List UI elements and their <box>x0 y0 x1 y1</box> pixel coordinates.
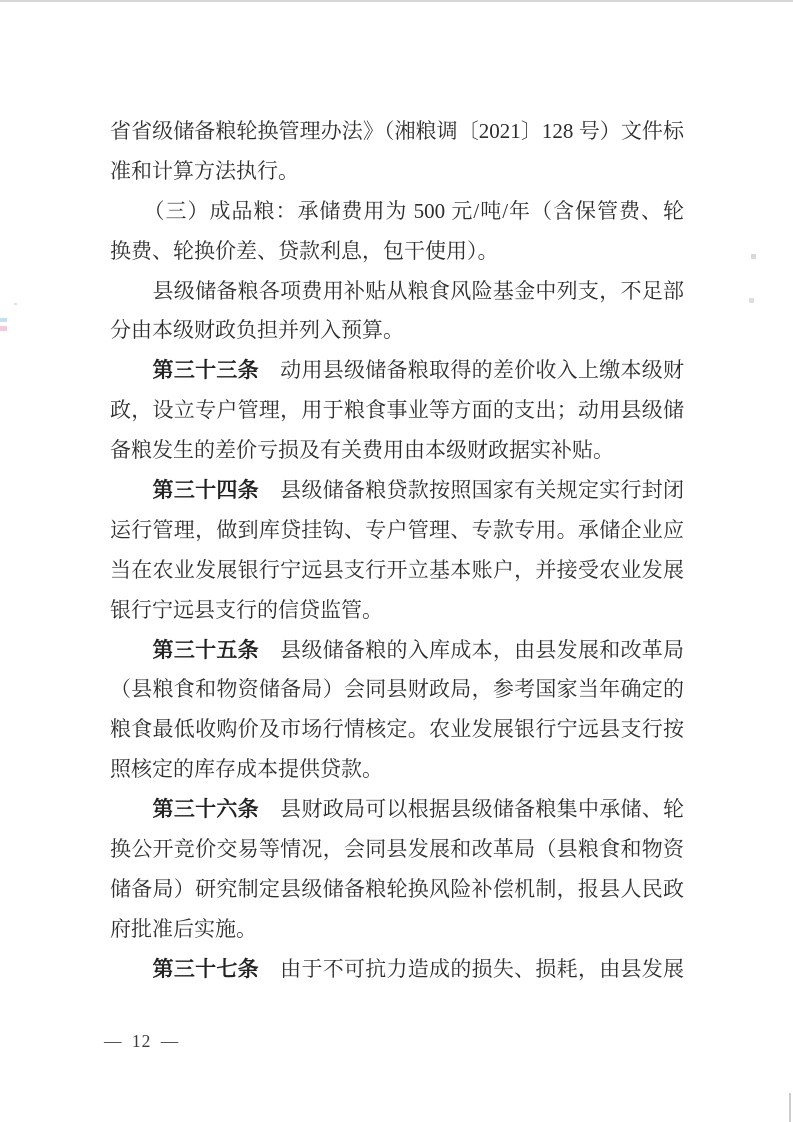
text-line <box>110 152 684 192</box>
text-line <box>110 192 684 232</box>
text-line <box>110 910 684 950</box>
page-number: — 12 — <box>104 1031 180 1051</box>
text-line <box>110 471 684 511</box>
text-line <box>110 232 684 272</box>
text-line <box>110 272 684 312</box>
text-segment: 准和计算方法执行。 <box>110 158 299 183</box>
text-line <box>110 670 684 710</box>
text-line <box>110 391 684 431</box>
text-segment: 省省级储备粮轮换管理办法》（湘粮调〔2021〕128 号）文件标 <box>110 119 684 143</box>
text-line <box>110 311 684 351</box>
text-segment: （县粮食和物资储备局）会同县财政局，参考国家当年确定的 <box>110 677 684 702</box>
text-line <box>110 631 684 671</box>
text-segment: 银行宁远县支行的信贷监管。 <box>110 597 383 622</box>
text-segment: 县级储备粮贷款按照国家有关规定实行封闭 <box>258 478 685 503</box>
text-segment: （三）成品粮：承储费用为 500 元/吨/年（含保管费、轮 <box>110 198 684 223</box>
text-segment: 动用县级储备粮取得的差价收入上缴本级财 <box>258 358 685 383</box>
text-line <box>110 750 684 790</box>
text-line <box>110 870 684 910</box>
text-segment: 县财政局可以根据县级储备粮集中承储、轮 <box>258 797 685 822</box>
text-segment: 换公开竞价交易等情况，会同县发展和改革局（县粮食和物资 <box>110 837 684 862</box>
scan-speck <box>751 254 756 259</box>
scan-edge-mark-pink <box>0 326 7 331</box>
text-segment: 县级储备粮的入库成本，由县发展和改革局 <box>258 637 685 662</box>
text-segment: 政，设立专户管理，用于粮食事业等方面的支出；动用县级储 <box>110 398 684 423</box>
text-segment: 备粮发生的差价亏损及有关费用由本级财政据实补贴。 <box>110 438 614 463</box>
text-line <box>110 710 684 750</box>
text-segment <box>110 797 153 821</box>
scan-edge-mark-blue <box>0 318 7 322</box>
text-segment: 粮食最低收购价及市场行情核定。农业发展银行宁远县支行按 <box>110 717 684 742</box>
text-segment: 运行管理，做到库贷挂钩、专户管理、专款专用。承储企业应 <box>110 517 684 542</box>
text-line <box>110 112 684 152</box>
text-segment: 分由本级财政负担并列入预算。 <box>110 318 404 343</box>
text-segment: 换费、轮换价差、贷款利息，包干使用）。 <box>110 238 499 263</box>
scan-top-edge-line <box>0 0 793 2</box>
text-segment: 储备局）研究制定县级储备粮轮换风险补偿机制，报县人民政 <box>110 876 684 901</box>
text-line <box>110 551 684 591</box>
text-line <box>110 591 684 631</box>
document-text-block <box>110 112 684 990</box>
article-number-bold: 第三十五条 <box>152 637 259 662</box>
article-number-bold: 第三十六条 <box>152 797 259 822</box>
scan-speck <box>14 303 17 305</box>
article-number-bold: 第三十七条 <box>152 956 259 981</box>
text-segment: 府批准后实施。 <box>110 916 257 941</box>
text-segment: 由于不可抗力造成的损失、损耗，由县发展 <box>258 956 685 981</box>
article-number-bold: 第三十三条 <box>152 358 259 383</box>
text-line <box>110 511 684 551</box>
text-line <box>110 351 684 391</box>
text-line <box>110 830 684 870</box>
text-segment: 照核定的库存成本提供贷款。 <box>110 757 383 782</box>
article-number-bold: 第三十四条 <box>152 478 259 503</box>
text-segment: 县级储备粮各项费用补贴从粮食风险基金中列支，不足部 <box>110 278 684 303</box>
scan-speck <box>749 298 754 303</box>
text-line <box>110 790 684 830</box>
text-line <box>110 431 684 471</box>
text-segment <box>110 478 153 502</box>
text-segment: 当在农业发展银行宁远县支行开立基本账户，并接受农业发展 <box>110 557 684 582</box>
scan-right-edge-line <box>789 1093 791 1122</box>
text-segment <box>110 358 153 382</box>
text-segment <box>110 638 153 662</box>
text-line <box>110 950 684 990</box>
text-segment <box>110 957 153 981</box>
